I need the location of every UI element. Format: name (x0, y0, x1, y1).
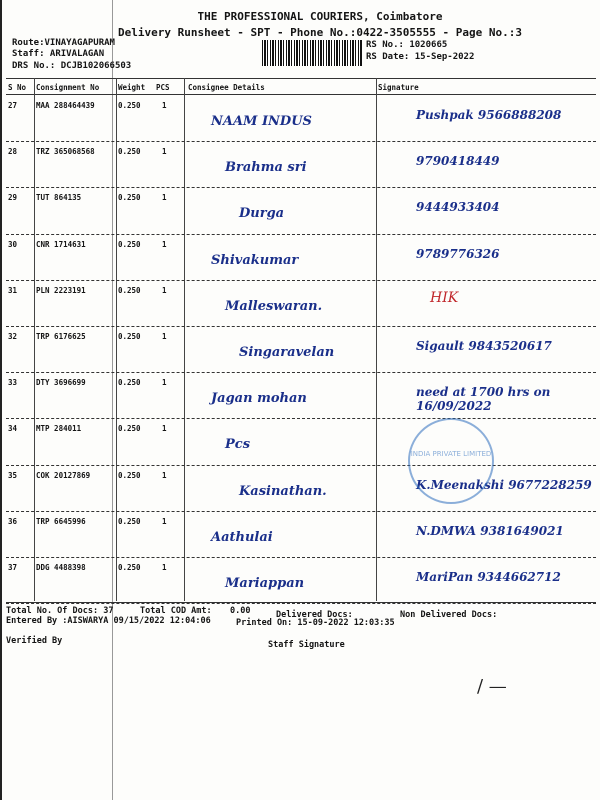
route-label: Route:VINAYAGAPURAM (12, 38, 115, 48)
row-sno: 35 (8, 470, 18, 480)
company-title: THE PROFESSIONAL COURIERS, Coimbatore (197, 10, 443, 23)
row-consignee-name: Pcs (225, 437, 251, 453)
stamp-text: INDIA PRIVATE LIMITED (410, 450, 492, 458)
row-weight: 0.250 (118, 470, 141, 480)
row-signature: K.Meenakshi 9677228259 (416, 477, 592, 492)
row-consignee-name: Shivakumar (211, 252, 299, 268)
table-row (6, 96, 596, 136)
row-sno: 30 (8, 239, 18, 249)
table-row (6, 466, 596, 506)
row-pcs: 1 (162, 239, 167, 249)
row-sno: 36 (8, 516, 18, 526)
red-initials: HIK (430, 290, 459, 306)
row-sno: 31 (8, 285, 18, 295)
row-signature: need at 1700 hrs on 16/09/2022 (416, 385, 551, 414)
barcode (262, 40, 362, 66)
row-weight: 0.250 (118, 147, 141, 157)
row-weight: 0.250 (118, 285, 141, 295)
drs-label: DRS No.: DCJB102066503 (12, 61, 132, 71)
row-consignment: DDG 4488398 (36, 563, 86, 572)
row-pcs: 1 (162, 563, 167, 572)
row-consignment: CNR 1714631 (36, 239, 86, 249)
row-weight: 0.250 (118, 332, 141, 341)
row-weight: 0.250 (118, 193, 141, 203)
row-weight: 0.250 (118, 563, 141, 572)
row-weight: 0.250 (118, 239, 141, 249)
row-consignment: TUT 864135 (36, 193, 82, 203)
row-signature: Pushpak 9566888208 (416, 108, 562, 122)
table-row (6, 512, 596, 552)
row-signature: N.DMWA 9381649021 (416, 523, 564, 538)
table-row (6, 281, 596, 321)
verified-by: Verified By (6, 636, 63, 646)
row-pcs: 1 (162, 147, 167, 157)
col-weight: Weight (118, 83, 146, 92)
page-edge (0, 0, 2, 800)
row-consignment: TRP 6176625 (36, 332, 86, 341)
staff-signature: Staff Signature (268, 640, 345, 650)
row-sno: 33 (8, 378, 18, 388)
row-pcs: 1 (162, 101, 167, 110)
company-stamp (408, 418, 494, 504)
row-consignee-name: Jagan mohan (211, 391, 307, 407)
row-signature: 9444933404 (416, 200, 500, 215)
col-consignment: Consignment No (36, 83, 100, 92)
row-weight: 0.250 (118, 424, 141, 434)
table-header (6, 81, 596, 94)
rs-date: RS Date: 15-Sep-2022 (366, 52, 475, 62)
row-pcs: 1 (162, 332, 167, 341)
table-row (6, 188, 596, 228)
row-signature: 9789776326 (416, 246, 500, 261)
total-cod-amount: 0.00 (230, 606, 251, 616)
col-signature: Signature (378, 83, 419, 92)
row-consignee-name: Malleswaran. (225, 298, 323, 314)
row-signature: MariPan 9344662712 (416, 570, 561, 584)
col-consignee: Consignee Details (188, 83, 265, 92)
row-consignment: TRP 6645996 (36, 516, 86, 526)
runsheet-subtitle: Delivery Runsheet - SPT - Phone No.:0422-3505555 - Page No.:3 (118, 26, 522, 39)
row-consignment: PLN 2223191 (36, 285, 86, 295)
row-signature: Sigault 9843520617 (416, 339, 552, 353)
row-weight: 0.250 (118, 378, 141, 388)
table-row (6, 373, 596, 413)
row-consignment: TRZ 365068568 (36, 147, 95, 157)
table-row (6, 419, 596, 459)
table-row (6, 142, 596, 182)
table-row (6, 235, 596, 275)
row-pcs: 1 (162, 470, 167, 480)
non-delivered-docs: Non Delivered Docs: (400, 610, 498, 620)
bottom-scribble: / — (477, 676, 507, 697)
row-pcs: 1 (162, 193, 167, 203)
row-weight: 0.250 (118, 516, 141, 526)
row-sno: 28 (8, 147, 18, 157)
row-consignee-name: Mariappan (225, 576, 305, 591)
row-pcs: 1 (162, 516, 167, 526)
row-consignee-name: Durga (239, 206, 285, 222)
row-divider (6, 603, 596, 604)
total-cod-label: Total COD Amt: (140, 606, 212, 616)
row-pcs: 1 (162, 285, 167, 295)
total-docs: Total No. Of Docs: 37 (6, 606, 114, 616)
row-consignee-name: Kasinathan. (239, 483, 327, 499)
col-pcs: PCS (156, 83, 170, 92)
row-sno: 37 (8, 563, 18, 572)
staff-label: Staff: ARIVALAGAN (12, 49, 105, 59)
row-pcs: 1 (162, 424, 167, 434)
col-sno: S No (8, 83, 27, 92)
row-consignee-name: Singaravelan (239, 345, 335, 360)
row-sno: 32 (8, 332, 18, 341)
table-row (6, 327, 596, 367)
printed-on: Printed On: 15-09-2022 12:03:35 (236, 618, 395, 628)
row-consignment: MAA 288464439 (36, 101, 95, 110)
rs-number: RS No.: 1020665 (366, 40, 448, 50)
row-consignment: MTP 284011 (36, 424, 82, 434)
delivered-docs: Delivered Docs: (276, 610, 353, 620)
row-sno: 29 (8, 193, 18, 203)
row-sno: 34 (8, 424, 18, 434)
entered-by: Entered By :AISWARYA 09/15/2022 12:04:06 (6, 616, 211, 626)
row-weight: 0.250 (118, 101, 141, 110)
row-pcs: 1 (162, 378, 167, 388)
row-signature: 9790418449 (416, 154, 500, 169)
row-consignment: DTY 3696699 (36, 378, 86, 388)
table-row (6, 558, 596, 598)
row-sno: 27 (8, 101, 18, 110)
row-consignee-name: Brahma sri (225, 160, 307, 176)
row-consignment: COK 20127869 (36, 470, 91, 480)
row-consignee-name: Aathulai (211, 529, 273, 545)
row-consignee-name: NAAM INDUS (211, 114, 312, 129)
